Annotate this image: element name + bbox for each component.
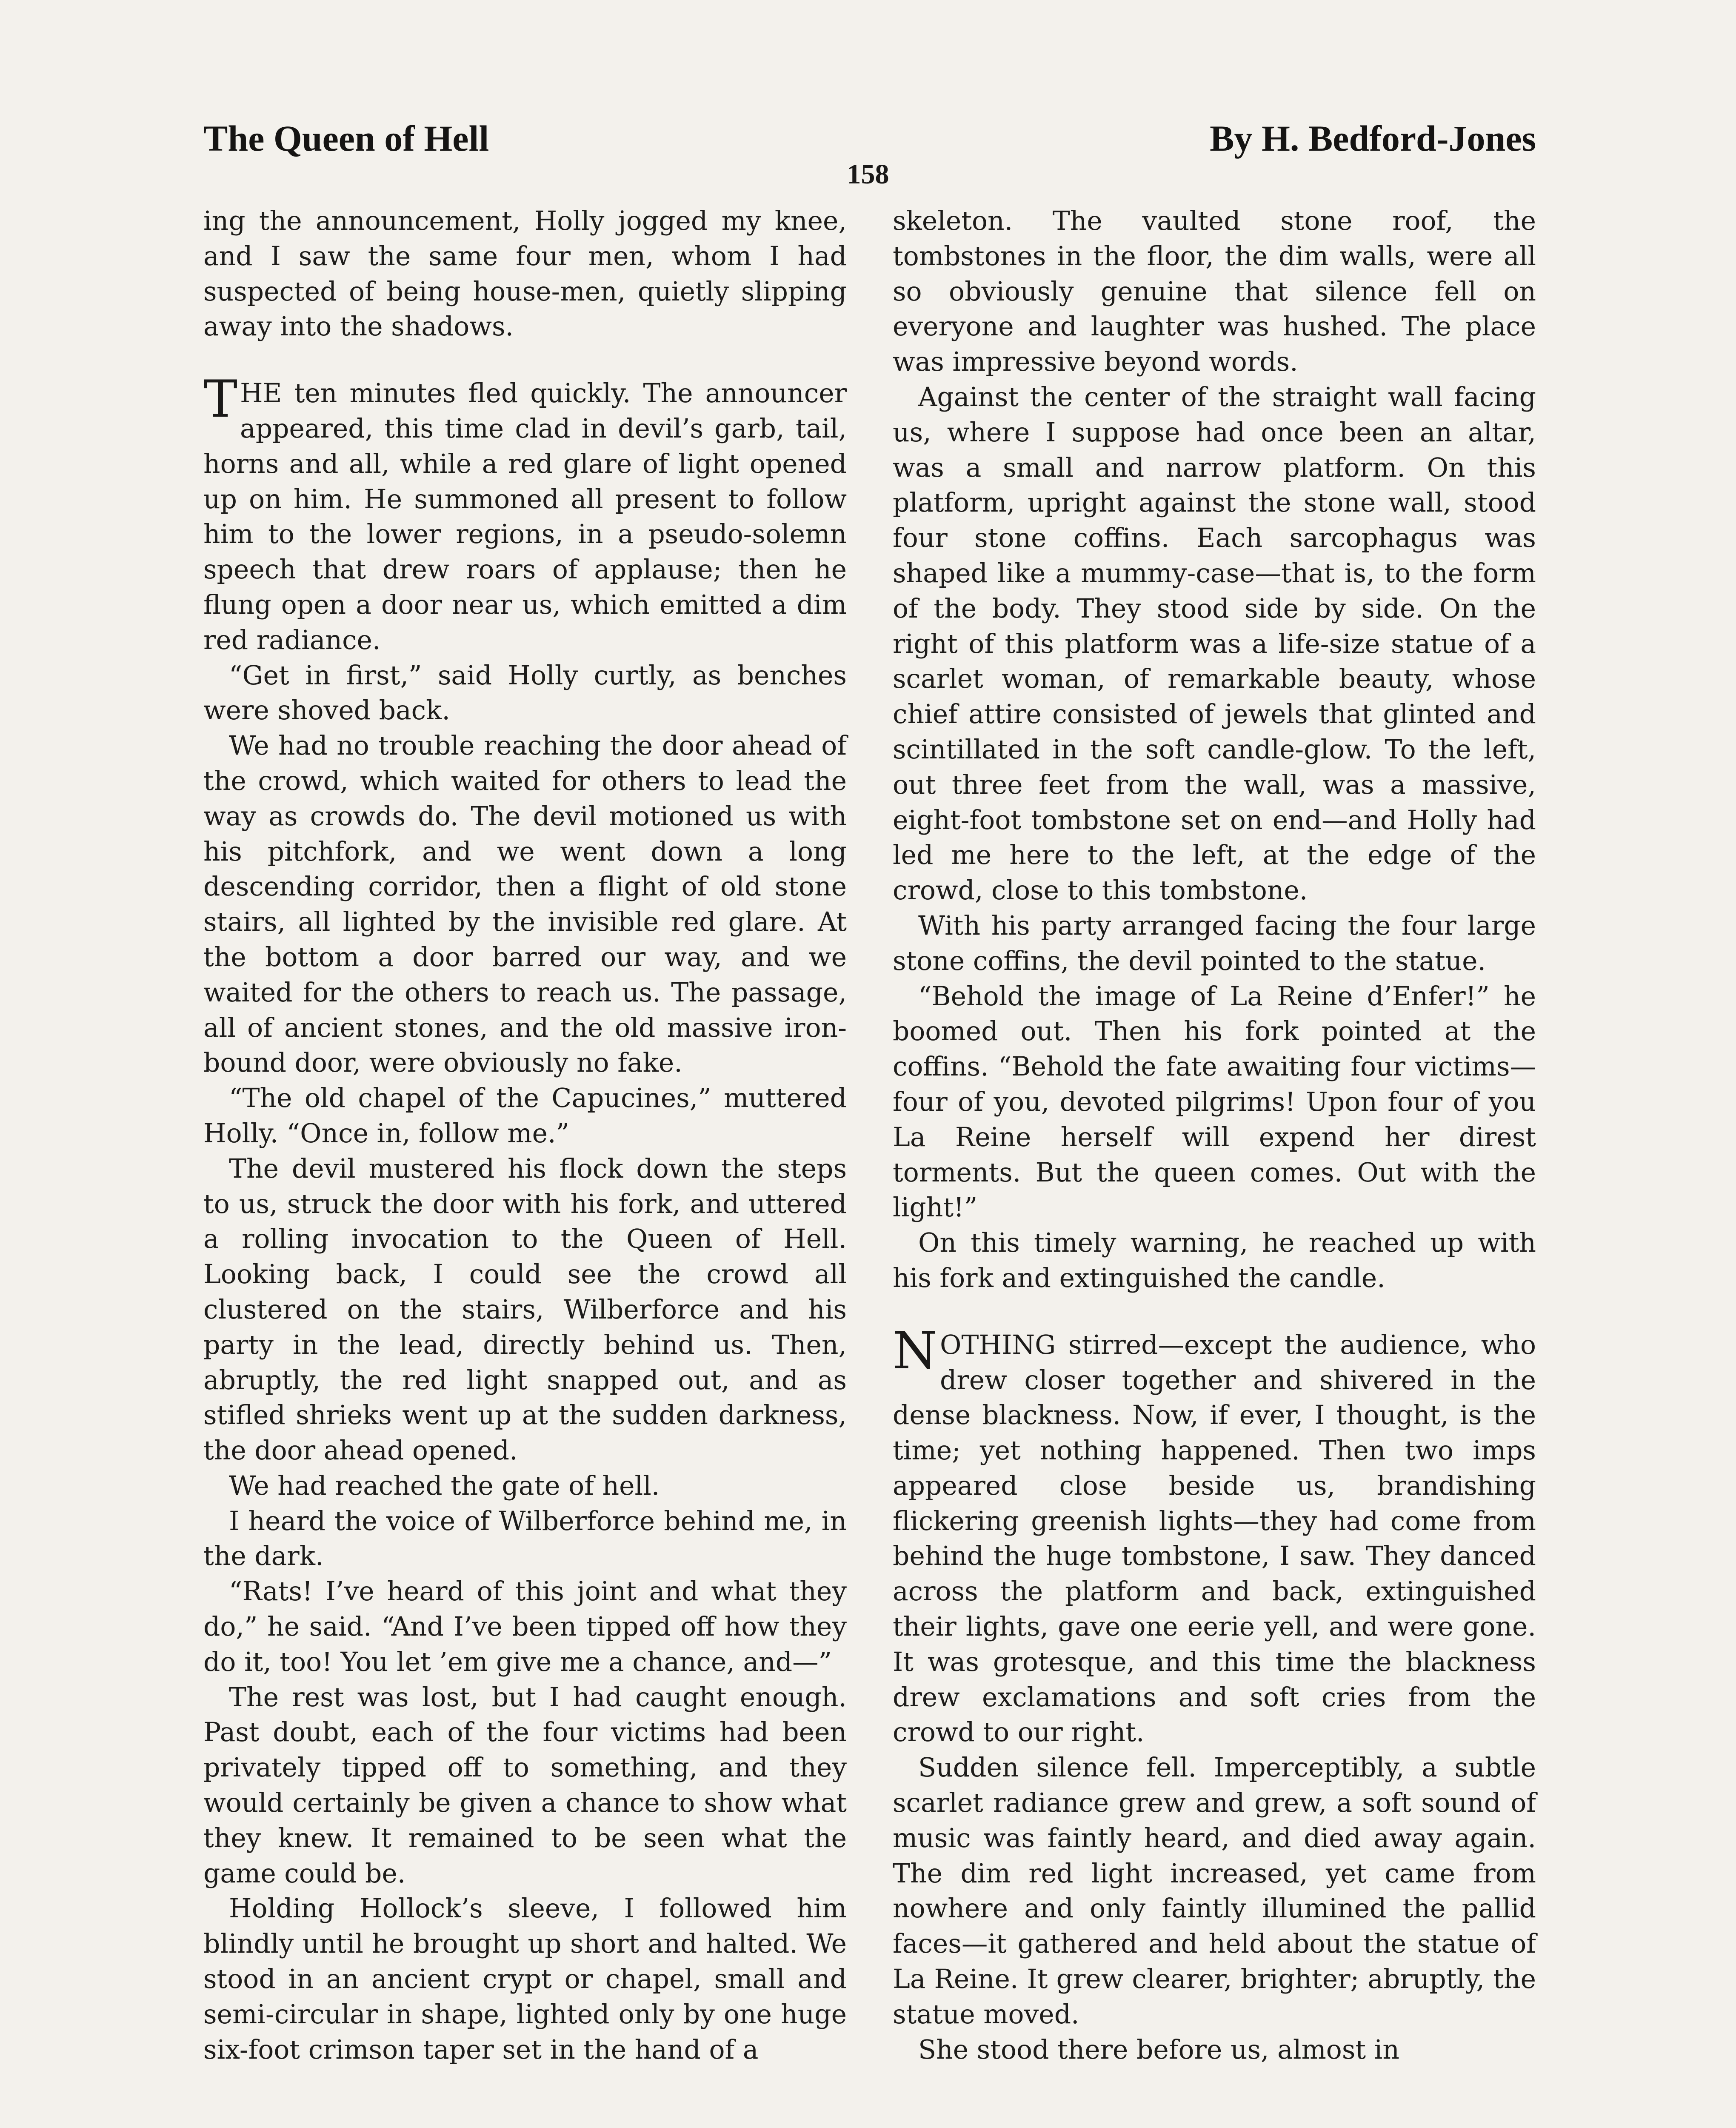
page-number: 158	[847, 159, 889, 190]
drop-cap: T	[203, 370, 238, 429]
left-column	[203, 203, 847, 2067]
drop-cap: N	[893, 1321, 937, 1381]
section-paragraph	[893, 1321, 1536, 1750]
paragraph: She stood there before us, almost in	[918, 2034, 1399, 2065]
paragraph: We had no trouble reaching the door ahead of the crowd, which waited for others to lead the way as crowds do. The devil motioned us with his pitchfork, and we went down a long descending corridor, then a flight of old stone stairs, all lighted by the invisible red glare. At the bottom a door barred our way, and we waited for the others to reach us. The passage, all of ancient stones, and the old massive iron-bound door, were obviously no fake.	[203, 730, 847, 1078]
paragraph: We had reached the gate of hell.	[229, 1470, 660, 1501]
paragraph: The rest was lost, but I had caught enough. Past doubt, each of the four victims had been privately tipped off to something, and they would certainly be given a chance to show what they knew. It remained to be seen what the game could be.	[203, 1682, 847, 1889]
paragraph: Holding Hollock’s sleeve, I followed him blindly until he brought up short and halted. We stood in an ancient crypt or chapel, small and semi-circular in shape, lighted only by one huge six-foot crimson taper set in the hand of a	[203, 1893, 847, 2065]
paragraph: skeleton. The vaulted stone roof, the tombstones in the floor, the dim walls, were all so obviously genuine that silence fell on everyone and laughter was hushed. The place was impressive beyond words.	[893, 206, 1536, 378]
paragraph: I heard the voice of Wilberforce behind me, in the dark.	[203, 1505, 847, 1572]
paragraph: The devil mustered his flock down the steps to us, struck the door with his fork, and uttered a rolling invocation to the Queen of Hell. Looking back, I could see the crowd all clustered on the stairs, Wilberforce and his party in the lead, directly behind us. Then, abruptly, the red light snapped out, and as stifled shrieks went up at the sudden darkness, the door ahead opened.	[203, 1153, 847, 1466]
paragraph: “Get in first,” said Holly curtly, as benches were shoved back.	[203, 660, 847, 726]
paragraph: Sudden silence fell. Imperceptibly, a subtle scarlet radiance grew and grew, a soft sound of music was faintly heard, and died away again. The dim red light increased, yet came from nowhere and only faintly illumined the pallid faces—it gathered and held about the statue of La Reine. It grew clearer, brighter; abruptly, the statue moved.	[893, 1752, 1536, 2030]
author-byline: By H. Bedford-Jones	[1210, 118, 1536, 159]
paragraph-text: HE ten minutes fled quickly. The announcer appeared, this time clad in devil’s garb, tail, horns and all, while a red glare of light opened up on him. He summoned all present to follow him to the lower regions, in a pseudo-solemn speech that drew roars of applause; then he flung open a door near us, which emitted a dim red radiance.	[203, 378, 847, 655]
right-column	[893, 203, 1536, 2067]
paragraph: “Behold the image of La Reine d’Enfer!” he boomed out. Then his fork pointed at the coffins. “Behold the fate awaiting four victims—four of you, devoted pilgrims! Upon four of you La Reine herself will expend her direst torments. But the queen comes. Out with the light!”	[893, 981, 1536, 1223]
paragraph: “Rats! I’ve heard of this joint and what they do,” he said. “And I’ve been tipped off how they do it, too! You let ’em give me a chance, and—”	[203, 1576, 847, 1677]
paragraph: ing the announcement, Holly jogged my knee, and I saw the same four men, whom I had suspected of being house-men, quietly slipping away into the shadows.	[203, 206, 847, 342]
paragraph: On this timely warning, he reached up with his fork and extinguished the candle.	[893, 1227, 1536, 1293]
paragraph-text: OTHING stirred—except the audience, who drew closer together and shivered in the dense blackness. Now, if ever, I thought, is the time; yet nothing happened. Then two imps appeared close beside us, brandishing flickering greenish lights—they had come from behind the huge tombstone, I saw. They danced across the platform and back, extinguished their lights, gave one eerie yell, and were gone. It was grotesque, and this time the blackness drew exclamations and soft cries from the crowd to our right.	[893, 1329, 1536, 1748]
story-title: The Queen of Hell	[203, 118, 489, 159]
paragraph: Against the center of the straight wall facing us, where I suppose had once been an altar, was a small and narrow platform. On this platform, upright against the stone wall, stood four stone coffins. Each sarcophagus was shaped like a mummy-case—that is, to the form of the body. They stood side by side. On the right of this platform was a life-size statue of a scarlet woman, of remarkable beauty, whose chief attire consisted of jewels that glinted and scintillated in the soft candle-glow. To the left, out three feet from the wall, was a massive, eight-foot tombstone set on end—and Holly had led me here to the left, at the edge of the crowd, close to this tombstone.	[893, 381, 1536, 906]
paragraph: “The old chapel of the Capucines,” muttered Holly. “Once in, follow me.”	[203, 1083, 847, 1149]
paragraph: With his party arranged facing the four large stone coffins, the devil pointed to the statue.	[893, 910, 1536, 976]
section-paragraph	[203, 370, 847, 658]
